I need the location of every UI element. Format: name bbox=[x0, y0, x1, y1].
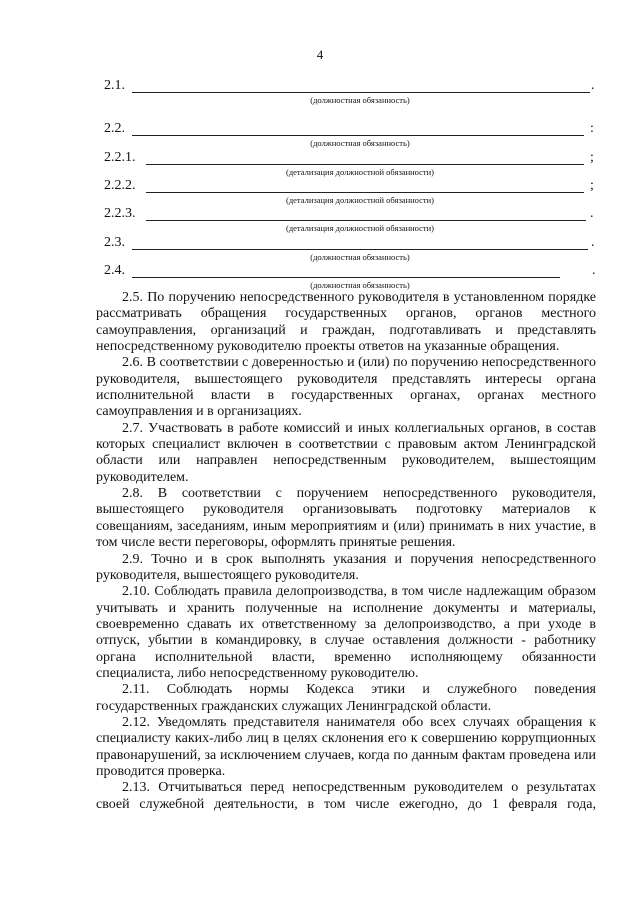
duty-number: 2.2.1. bbox=[104, 150, 136, 165]
duty-number: 2.4. bbox=[104, 263, 125, 278]
duty-number: 2.3. bbox=[104, 235, 125, 250]
paragraph-2-7: 2.7. Участвовать в работе комиссий и иных коллегиальных органов, в состав которых специалист включен в соответствии с правовым актом Ленинградской области или направлен непосредственным руководителем, вышестоящим руководителем. bbox=[96, 420, 596, 485]
paragraph-2-12: 2.12. Уведомлять представителя нанимателя обо всех случаях обращения к специалисту каких-либо лиц в целях склонения его к совершению коррупционных правонарушений, за исключением случаев, когда по данным фактам проведена или проводится проверка. bbox=[96, 714, 596, 779]
line-end-mark: : bbox=[590, 121, 594, 136]
duty-blank-2-2-2 bbox=[0, 178, 640, 208]
duties-body-text bbox=[96, 290, 596, 813]
field-caption: (детализация должностной обязанности) bbox=[285, 195, 435, 205]
duty-blank-2-3 bbox=[0, 235, 640, 265]
fill-in-line bbox=[146, 220, 586, 221]
paragraph-2-11: 2.11. Соблюдать нормы Кодекса этики и служебного поведения государственных гражданских служащих Ленинградской области. bbox=[96, 682, 596, 714]
duty-number: 2.1. bbox=[104, 78, 125, 93]
duty-number: 2.2.3. bbox=[104, 206, 136, 221]
field-caption: (детализация должностной обязанности) bbox=[285, 223, 435, 233]
paragraph-2-13: 2.13. Отчитываться перед непосредственным руководителем о результатах своей служебной деятельности, в том числе ежегодно, до 1 февраля года, bbox=[96, 780, 596, 812]
duty-number: 2.2.2. bbox=[104, 178, 136, 193]
paragraph-2-5: 2.5. По поручению непосредственного руководителя в установленном порядке рассматривать обращения государственных органов, органов местного самоуправления, организаций и граждан, подготавливать и представлять непосредственному руководителю проекты ответов на указанные обращения. bbox=[96, 290, 596, 355]
duty-blank-2-2-3 bbox=[0, 206, 640, 236]
fill-in-line bbox=[132, 92, 590, 93]
fill-in-line bbox=[132, 277, 560, 278]
field-caption: (детализация должностной обязанности) bbox=[285, 167, 435, 177]
fill-in-line bbox=[132, 135, 584, 136]
line-end-mark: . bbox=[591, 78, 595, 93]
duty-blank-2-1 bbox=[0, 78, 640, 108]
paragraph-2-9: 2.9. Точно и в срок выполнять указания и поручения непосредственного руководителя, вышестоящего руководителя. bbox=[96, 551, 596, 583]
fill-in-line bbox=[146, 192, 584, 193]
paragraph-2-10: 2.10. Соблюдать правила делопроизводства, в том числе надлежащим образом учитывать и хранить полученные на исполнение документы и материалы, своевременно сдавать их ответственному за делопроизводство, а при уходе в отпуск, убытии в командировку, в случае оставления должности - работнику органа исполнительной власти, временно исполняющему обязанности специалиста, либо непосредственному руководителю. bbox=[96, 584, 596, 681]
paragraph-2-6: 2.6. В соответствии с доверенностью и (или) по поручению непосредственного руководителя, вышестоящего руководителя представлять интересы органа исполнительной власти в государственных органах, органах местного самоуправления и в организациях. bbox=[96, 355, 596, 420]
line-end-mark: . bbox=[590, 206, 594, 221]
fill-in-line bbox=[132, 249, 588, 250]
line-end-mark: ; bbox=[590, 150, 594, 165]
fill-in-line bbox=[146, 164, 584, 165]
field-caption: (должностная обязанность) bbox=[310, 252, 410, 262]
field-caption: (должностная обязанность) bbox=[310, 280, 410, 290]
paragraph-2-8: 2.8. В соответствии с поручением непосредственного руководителя, вышестоящего руководителя организовывать подготовку материалов к совещаниям, заседаниям, иным мероприятиям и (или) принимать в них участие, в том числе вести переговоры, оформлять принятые решения. bbox=[96, 486, 596, 551]
field-caption: (должностная обязанность) bbox=[310, 138, 410, 148]
line-end-mark: . bbox=[591, 235, 595, 250]
line-end-mark: . bbox=[592, 263, 596, 278]
duty-blank-2-2 bbox=[0, 121, 640, 151]
page-number: 4 bbox=[316, 47, 324, 62]
duty-blank-2-4 bbox=[0, 263, 640, 293]
duty-number: 2.2. bbox=[104, 121, 125, 136]
field-caption: (должностная обязанность) bbox=[310, 95, 410, 105]
line-end-mark: ; bbox=[590, 178, 594, 193]
duty-blank-2-2-1 bbox=[0, 150, 640, 180]
